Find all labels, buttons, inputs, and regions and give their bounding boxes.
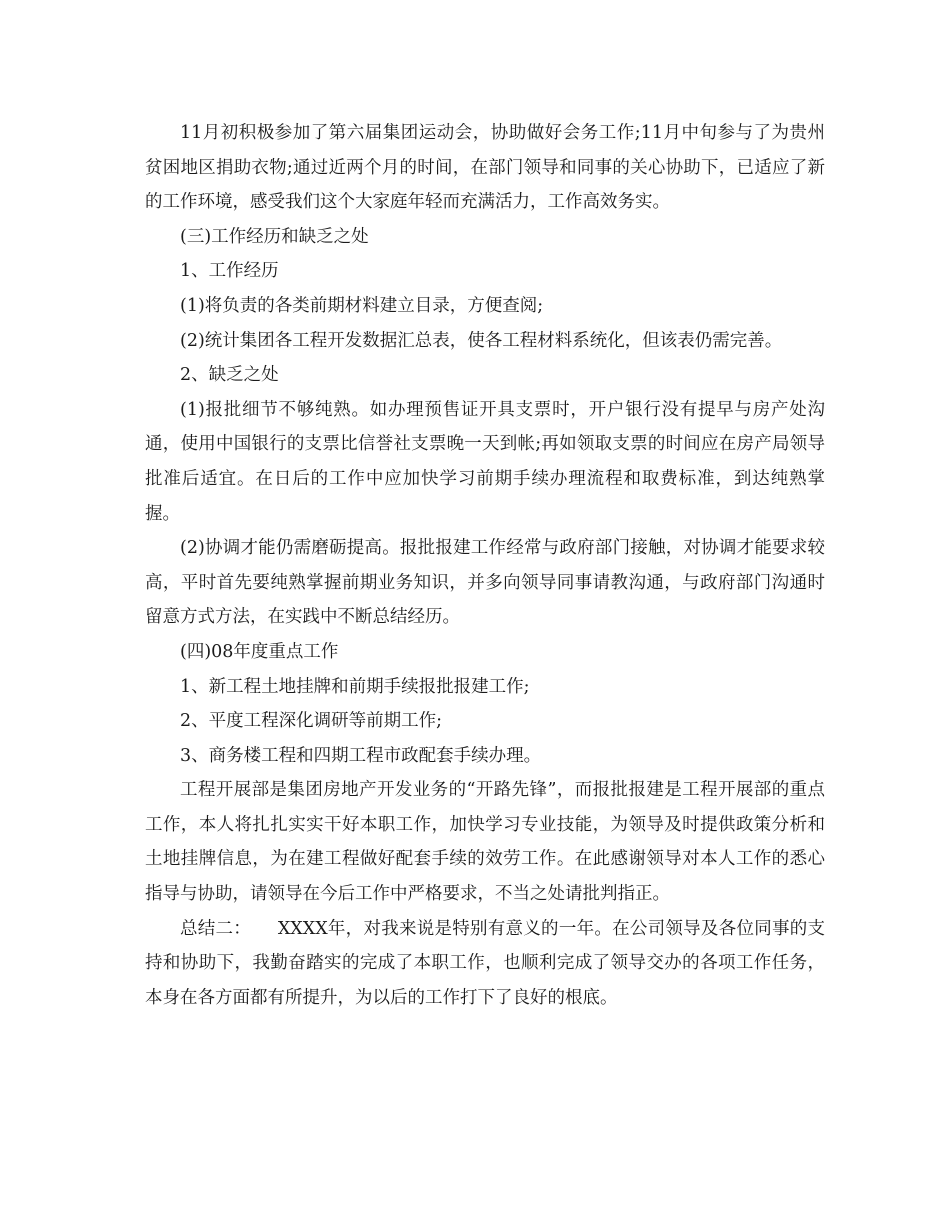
document-body [145,116,825,1015]
list-item: 2、平度工程深化调研等前期工作; [180,711,443,732]
paragraph: 工程开展部是集团房地产开发业务的“开路先锋”，而报批报建是工程开展部的重点工作，本人将扎扎实实干好本职工作，加快学习专业技能，为领导及时提供政策分析和土地挂牌信息，为在建工程做好配套手续的效劳工作。在此感谢领导对本人工作的悉心指导与协助，请领导在今后工作中严格要求，不当之处请批判指正。 [145,780,825,905]
paragraph: (1)报批细节不够纯熟。如办理预售证开具支票时，开户银行没有提早与房产处沟通，使用中国银行的支票比信誉社支票晚一天到帐;再如领取支票的时间应在房产局领导批准后适宜。在日后的工作中应加快学习前期手续办理流程和取费标准，到达纯熟掌握。 [145,399,825,524]
section-heading: (三)工作经历和缺乏之处 [180,226,369,247]
section-heading: (四)08年度重点工作 [180,641,339,662]
paragraph: 总结二： XXXX年，对我来说是特别有意义的一年。在公司领导及各位同事的支持和协助下，我勤奋踏实的完成了本职工作，也顺利完成了领导交办的各项工作任务，本身在各方面都有所提升，为以后的工作打下了良好的根底。 [145,918,825,1008]
list-item: 1、新工程土地挂牌和前期手续报批报建工作; [180,676,530,697]
list-item: (2)统计集团各工程开发数据汇总表，使各工程材料系统化，但该表仍需完善。 [180,330,783,351]
subsection-heading: 1、工作经历 [180,261,279,282]
paragraph: (2)协调才能仍需磨砺提高。报批报建工作经常与政府部门接触，对协调才能要求较高，平时首先要纯熟掌握前期业务知识，并多向领导同事请教沟通，与政府部门沟通时留意方式方法，在实践中不断总结经历。 [145,538,825,628]
list-item: (1)将负责的各类前期材料建立目录，方便查阅; [180,295,544,316]
subsection-heading: 2、缺乏之处 [180,365,279,386]
paragraph: 11月初积极参加了第六届集团运动会，协助做好会务工作;11月中旬参与了为贵州贫困地区捐助衣物;通过近两个月的时间，在部门领导和同事的关心协助下，已适应了新的工作环境，感受我们这个大家庭年轻而充满活力，工作高效务实。 [145,123,825,213]
list-item: 3、商务楼工程和四期工程市政配套手续办理。 [180,745,542,766]
